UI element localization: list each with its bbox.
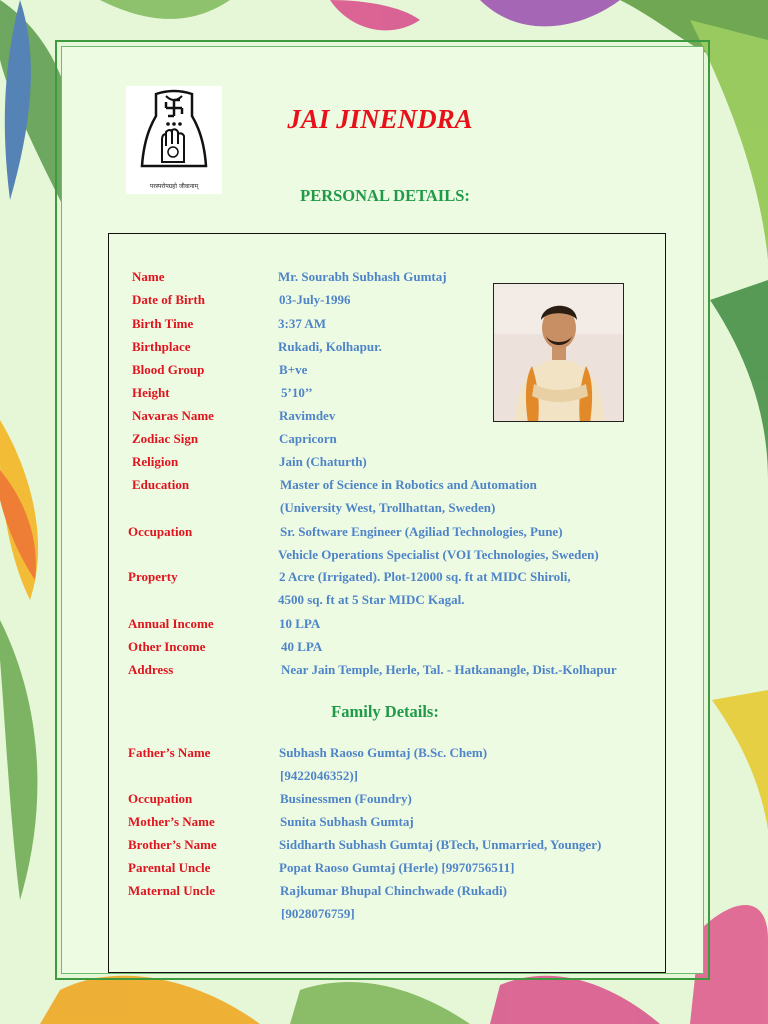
label-property: Property	[128, 569, 178, 584]
label-brothers-name: Brother’s Name	[128, 837, 217, 852]
label-birthplace: Birthplace	[132, 339, 191, 354]
logo-caption: परस्परोपग्रहो जीवानाम्	[149, 183, 199, 190]
value-occupation-line2: Vehicle Operations Specialist (VOI Technologies, Sweden)	[278, 547, 599, 562]
label-blood-group: Blood Group	[132, 362, 205, 377]
value-address: Near Jain Temple, Herle, Tal. - Hatkanangle, Dist.-Kolhapur	[281, 662, 617, 677]
value-date-of-birth: 03-July-1996	[279, 292, 351, 307]
value-parental-uncle: Popat Raoso Gumtaj (Herle) [9970756511]	[279, 860, 515, 875]
value-other-income: 40 LPA	[281, 639, 323, 654]
value-zodiac-sign: Capricorn	[279, 431, 337, 446]
value-education-line2: (University West, Trollhattan, Sweden)	[280, 500, 496, 515]
label-navaras-name: Navaras Name	[132, 408, 214, 423]
label-religion: Religion	[132, 454, 179, 469]
label-mothers-name: Mother’s Name	[128, 814, 215, 829]
value-fathers-phone: [9422046352)]	[280, 768, 358, 783]
value-birthplace: Rukadi, Kolhapur.	[278, 339, 382, 354]
value-occupation: Sr. Software Engineer (Agiliad Technologies, Pune)	[280, 524, 563, 539]
label-occupation: Occupation	[128, 524, 193, 539]
label-name: Name	[132, 269, 165, 284]
label-annual-income: Annual Income	[128, 616, 214, 631]
value-name: Mr. Sourabh Subhash Gumtaj	[278, 269, 447, 284]
label-fathers-name: Father’s Name	[128, 745, 211, 760]
value-maternal-uncle: Rajkumar Bhupal Chinchwade (Rukadi)	[280, 883, 507, 898]
value-mothers-name: Sunita Subhash Gumtaj	[280, 814, 414, 829]
value-religion: Jain (Chaturth)	[279, 454, 367, 469]
label-address: Address	[128, 662, 174, 677]
profile-photo	[493, 283, 624, 422]
value-maternal-uncle-phone: [9028076759]	[281, 906, 355, 921]
label-fathers-occupation: Occupation	[128, 791, 193, 806]
jain-symbol-logo	[126, 86, 222, 194]
label-date-of-birth: Date of Birth	[132, 292, 205, 307]
value-property: 2 Acre (Irrigated). Plot-12000 sq. ft at MIDC Shiroli,	[279, 569, 571, 584]
section-heading-family: Family Details:	[331, 702, 439, 721]
value-brothers-name: Siddharth Subhash Gumtaj (BTech, Unmarried, Younger)	[279, 837, 602, 852]
label-other-income: Other Income	[128, 639, 206, 654]
label-birth-time: Birth Time	[132, 316, 194, 331]
value-birth-time: 3:37 AM	[278, 316, 327, 331]
label-maternal-uncle: Maternal Uncle	[128, 883, 216, 898]
label-parental-uncle: Parental Uncle	[128, 860, 211, 875]
section-heading-personal: PERSONAL DETAILS:	[300, 186, 470, 205]
value-property-line2: 4500 sq. ft at 5 Star MIDC Kagal.	[278, 592, 465, 607]
label-height: Height	[132, 385, 170, 400]
value-education: Master of Science in Robotics and Automation	[280, 477, 537, 492]
jain-emblem-icon	[126, 86, 222, 182]
value-annual-income: 10 LPA	[279, 616, 321, 631]
value-fathers-occupation: Businessmen (Foundry)	[280, 791, 412, 806]
label-zodiac-sign: Zodiac Sign	[132, 431, 199, 446]
label-education: Education	[132, 477, 190, 492]
page-title: JAI JINENDRA	[287, 104, 473, 134]
value-fathers-name: Subhash Raoso Gumtaj (B.Sc. Chem)	[279, 745, 488, 760]
value-height: 5’10’’	[281, 385, 313, 400]
value-blood-group: B+ve	[279, 362, 308, 377]
value-navaras-name: Ravimdev	[279, 408, 336, 423]
